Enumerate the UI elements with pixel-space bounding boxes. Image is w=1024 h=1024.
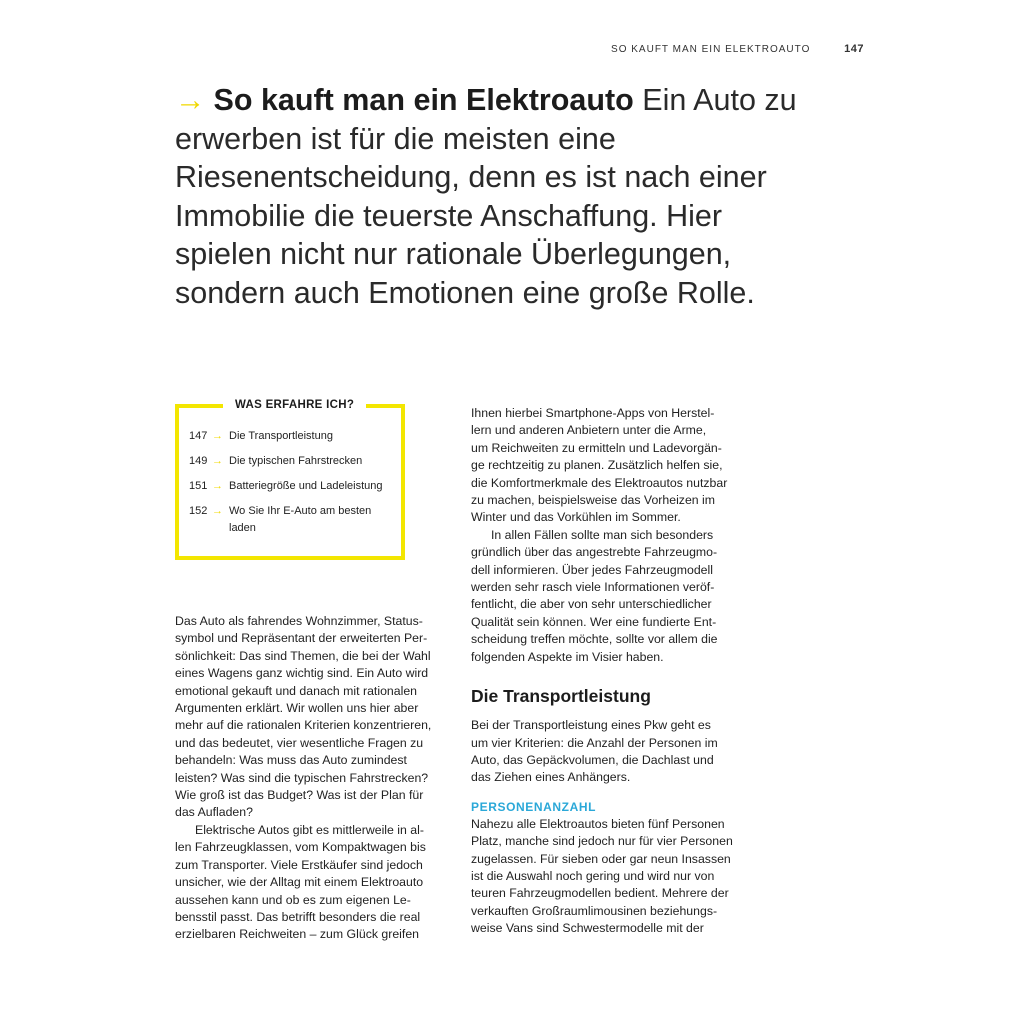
item-page-number: 151 — [189, 480, 208, 492]
body-line: zu machen, beispielsweise das Vorheizen im — [471, 493, 716, 508]
item-label: Die typischen Fahrstrecken — [229, 455, 363, 467]
body-line: symbol und Repräsentant der erweiterten Per- — [175, 631, 428, 646]
right-column — [471, 405, 761, 938]
item-label: Wo Sie Ihr E-Auto am besten laden — [229, 505, 372, 534]
body-line: ist die Auswahl noch gering und wird nur von — [471, 868, 715, 883]
item-page-number: 152 — [189, 505, 208, 517]
body-line: zugelassen. Für sieben oder gar neun Insassen — [471, 851, 731, 866]
body-line: weise Vans sind Schwestermodelle mit der — [471, 921, 704, 936]
body-line: fentlicht, die aber von sehr unterschiedlicher — [471, 597, 712, 612]
learning-list-item — [189, 503, 393, 537]
body-line: Qualität sein können. Wer eine fundierte Ent- — [471, 614, 717, 629]
body-line: Wie groß ist das Budget? Was ist der Plan für — [175, 788, 424, 803]
arrow-right-icon: → — [212, 505, 223, 517]
body-line: die Komfortmerkmale des Elektroautos nutzbar — [471, 475, 728, 490]
body-line: unsicher, wie der Alltag mit einem Elektroauto — [175, 875, 424, 890]
learning-list — [189, 428, 393, 545]
learning-list-item — [189, 478, 393, 495]
body-line: eines Wagens ganz wichtig sind. Ein Auto wird — [175, 666, 429, 681]
item-page-number: 147 — [189, 430, 208, 442]
body-line: Ihnen hierbei Smartphone-Apps von Herstel- — [471, 406, 715, 420]
body-line: erzielbaren Reichweiten – zum Glück greifen — [175, 927, 420, 942]
body-line: folgenden Aspekte im Visier haben. — [471, 649, 664, 664]
body-line: scheidung treffen möchte, sollte vor allem die — [471, 632, 718, 647]
arrow-right-icon: → — [212, 430, 223, 442]
body-line: und das bedeutet, vier wesentliche Fragen zu — [175, 735, 424, 750]
page-number: 147 — [844, 43, 864, 55]
body-line: das Aufladen? — [175, 805, 253, 820]
body-line: aussehen kann und ob es zum eigenen Le- — [175, 892, 411, 907]
body-line: ge rechtzeitig zu planen. Zusätzlich helfen sie, — [471, 458, 723, 473]
body-line: Nahezu alle Elektroautos bieten fünf Personen — [471, 816, 725, 831]
sub-heading: PERSONENANZAHL — [471, 799, 597, 814]
item-label: Die Transportleistung — [229, 430, 333, 442]
running-title: SO KAUFT MAN EIN ELEKTROAUTO — [611, 44, 811, 55]
left-column — [175, 613, 455, 944]
item-page-number: 149 — [189, 455, 208, 467]
body-line: behandeln: Was muss das Auto zumindest — [175, 753, 407, 768]
learning-list-item — [189, 453, 393, 470]
body-line: teuren Fahrzeugmodellen bedient. Mehrere der — [471, 886, 729, 901]
running-header — [611, 43, 864, 55]
intro-paragraph — [175, 81, 815, 312]
item-label: Batteriegröße und Ladeleistung — [229, 480, 383, 492]
body-line: Platz, manche sind jedoch nur für vier Personen — [471, 834, 733, 849]
body-line: Argumenten erklärt. Wir wollen uns hier aber — [175, 701, 419, 716]
body-line: emotional gekauft und danach mit rationalen — [175, 683, 417, 698]
arrow-right-icon: → — [175, 83, 206, 117]
section-heading: Die Transportleistung — [471, 686, 651, 707]
chapter-title: So kauft man ein Elektroauto — [213, 83, 634, 117]
body-line: zum Transporter. Viele Erstkäufer sind jedoch — [175, 857, 423, 872]
body-line: leisten? Was sind die typischen Fahrstrecken? — [175, 770, 429, 785]
body-line: Elektrische Autos gibt es mittlerweile in al- — [195, 822, 424, 837]
learning-list-item — [189, 428, 393, 445]
body-line: mehr auf die rationalen Kriterien konzentrieren, — [175, 718, 432, 733]
body-line: bensstil passt. Das betrifft besonders die real — [175, 909, 421, 924]
learning-box — [175, 399, 405, 560]
body-line: Das Auto als fahrendes Wohnzimmer, Status- — [175, 614, 423, 628]
body-line: um Reichweiten zu ermitteln und Ladevorgän- — [471, 440, 722, 455]
body-line: len Fahrzeugklassen, vom Kompaktwagen bis — [175, 840, 426, 855]
body-line: Bei der Transportleistung eines Pkw geht es — [471, 718, 711, 733]
intro-text: Ein Auto zu erwerben ist für die meisten eine Riesenentscheidung, denn es ist nach einer Immobilie die teuerste Anschaffung. Hier spielen nicht nur rationale Überlegungen, sondern auch Emotionen eine große Rolle. — [175, 83, 797, 310]
body-line: Auto, das Gepäckvolumen, die Dachlast und — [471, 752, 714, 767]
body-line: In allen Fällen sollte man sich besonders — [491, 527, 714, 542]
body-line: gründlich über das angestrebte Fahrzeugmo- — [471, 545, 718, 560]
learning-box-title: WAS ERFAHRE ICH? — [223, 399, 366, 411]
body-line: werden sehr rasch viele Informationen veröf- — [471, 580, 715, 595]
body-line: das Ziehen eines Anhängers. — [471, 770, 631, 785]
body-line: Winter und das Vorkühlen im Sommer. — [471, 510, 681, 525]
body-line: um vier Kriterien: die Anzahl der Personen im — [471, 735, 718, 750]
arrow-right-icon: → — [212, 480, 223, 492]
body-line: sönlichkeit: Das sind Themen, die bei der Wahl — [175, 648, 431, 663]
body-line: verkauften Großraumlimousinen beziehungs- — [471, 903, 718, 918]
body-line: lern und anderen Anbietern unter die Arme, — [471, 423, 707, 438]
arrow-right-icon: → — [212, 455, 223, 467]
body-line: dell informieren. Über jedes Fahrzeugmodell — [471, 562, 713, 577]
